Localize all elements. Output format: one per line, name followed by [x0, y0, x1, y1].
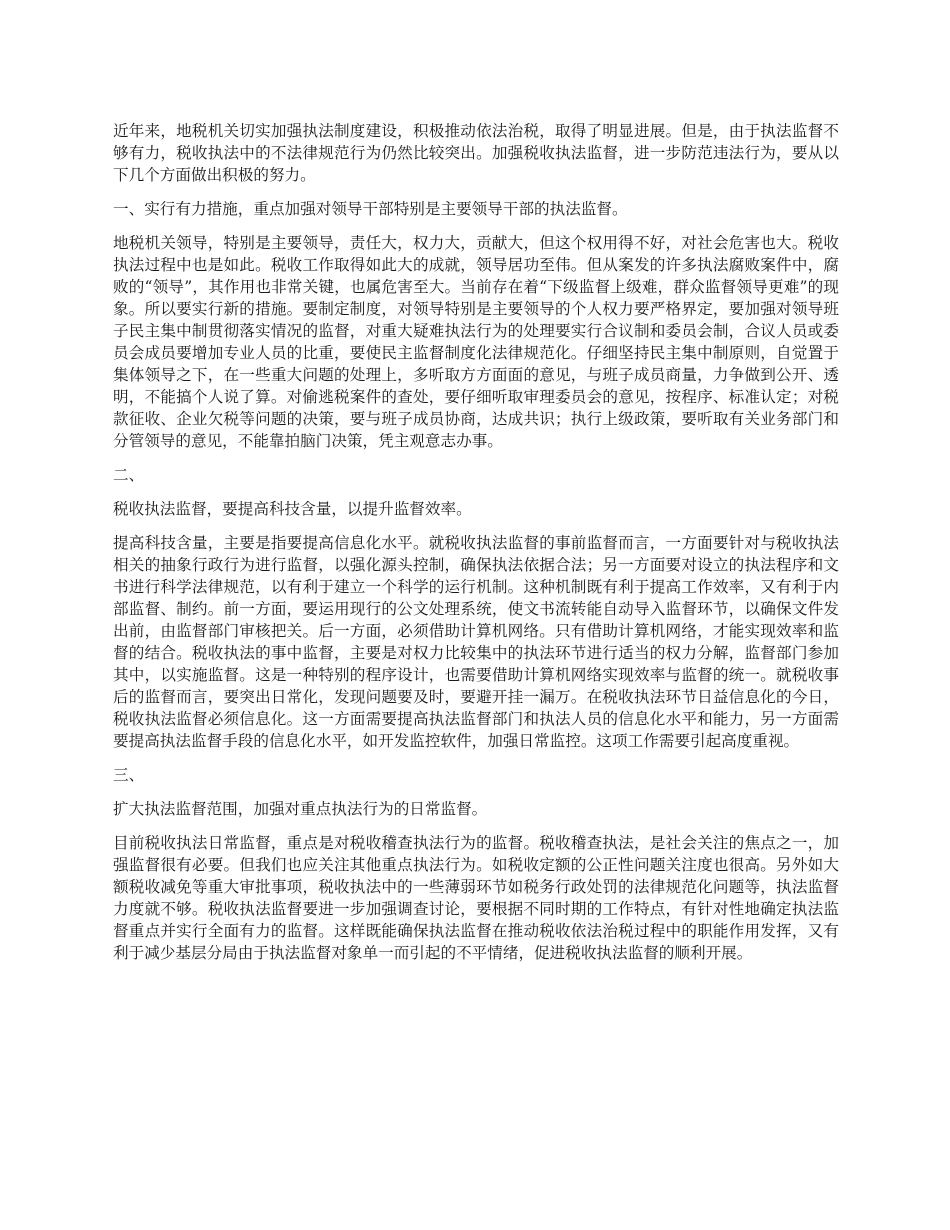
section-heading-1: 一、实行有力措施，重点加强对领导干部特别是主要领导干部的执法监督。 — [113, 200, 628, 218]
section-1-body: 地税机关领导，特别是主要领导，责任大，权力大，贡献大，但这个权用得不好，对社会危害也大。税收执法过程中也是如此。税收工作取得如此大的成就，领导居功至伟。但从案发的许多执法腐败案件中，腐败的“领导”，其作用也非常关键，也属危害至大。当前存在着“下级监督上级难，群众监督领导更难”的现象。所以要实行新的措施。要制定制度，对领导特别是主要领导的个人权力要严格界定，要加强对领导班子民主集中制贯彻落实情况的监督，对重大疑难执法行为的处理要实行合议制和委员会制，合议人员或委员会成员要增加专业人员的比重，要使民主监督制度化法律规范化。仔细坚持民主集中制原则，自觉置于集体领导之下，在一些重大问题的处理上，多听取方方面面的意见，与班子成员商量，力争做到公开、透明，不能搞个人说了算。对偷逃税案件的查处，要仔细听取审理委员会的意见，按程序、标准认定；对税款征收、企业欠税等问题的决策，要与班子成员协商，达成共识；执行上级政策，要听取有关业务部门和分管领导的意见，不能靠拍脑门决策，凭主观意志办事。 — [113, 234, 839, 450]
section-3-body: 目前税收执法日常监督，重点是对税收稽查执法行为的监督。税收稽查执法，是社会关注的焦点之一，加强监督很有必要。但我们也应关注其他重点执法行为。如税收定额的公正性问题关注度也很高。另外如大额税收减免等重大审批事项，税收执法中的一些薄弱环节如税务行政处罚的法律规范化问题等，执法监督力度就不够。税收执法监督要进一步加强调查讨论，要根据不同时期的工作特点，有针对性地确定执法监督重点并实行全面有力的监督。这样既能确保执法监督在推动税收依法治税过程中的职能作用发挥，又有利于减少基层分局由于执法监督对象单一而引起的不平情绪，促进税收执法监督的顺利开展。 — [113, 834, 839, 962]
section-heading-3: 扩大执法监督范围，加强对重点执法行为的日常监督。 — [113, 800, 488, 818]
section-number-2: 二、 — [113, 466, 145, 484]
section-heading-2: 税收执法监督，要提高科技含量，以提升监督效率。 — [113, 500, 472, 518]
document-body — [113, 120, 839, 976]
section-number-3: 三、 — [113, 766, 145, 784]
section-2-body: 提高科技含量，主要是指要提高信息化水平。就税收执法监督的事前监督而言，一方面要针对与税收执法相关的抽象行政行为进行监督，以强化源头控制，确保执法依据合法；另一方面要对设立的执法程序和文书进行科学法律规范，以有利于建立一个科学的运行机制。这种机制既有利于提高工作效率，又有利于内部监督、制约。前一方面，要运用现行的公文处理系统，使文书流转能自动导入监督环节，以确保文件发出前，由监督部门审核把关。后一方面，必须借助计算机网络。只有借助计算机网络，才能实现效率和监督的结合。税收执法的事中监督，主要是对权力比较集中的执法环节进行适当的权力分解，监督部门参加其中，以实施监督。这是一种特别的程序设计，也需要借助计算机网络实现效率与监督的统一。就税收事后的监督而言，要突出日常化，发现问题要及时，要避开挂一漏万。在税收执法环节日益信息化的今日，税收执法监督必须信息化。这一方面需要提高执法监督部门和执法人员的信息化水平和能力，另一方面需要提高执法监督手段的信息化水平，如开发监控软件，加强日常监控。这项工作需要引起高度重视。 — [113, 534, 839, 750]
intro-paragraph: 近年来，地税机关切实加强执法制度建设，积极推动依法治税，取得了明显进展。但是，由于执法监督不够有力，税收执法中的不法律规范行为仍然比较突出。加强税收执法监督，进一步防范违法行为，要从以下几个方面做出积极的努力。 — [113, 122, 839, 184]
